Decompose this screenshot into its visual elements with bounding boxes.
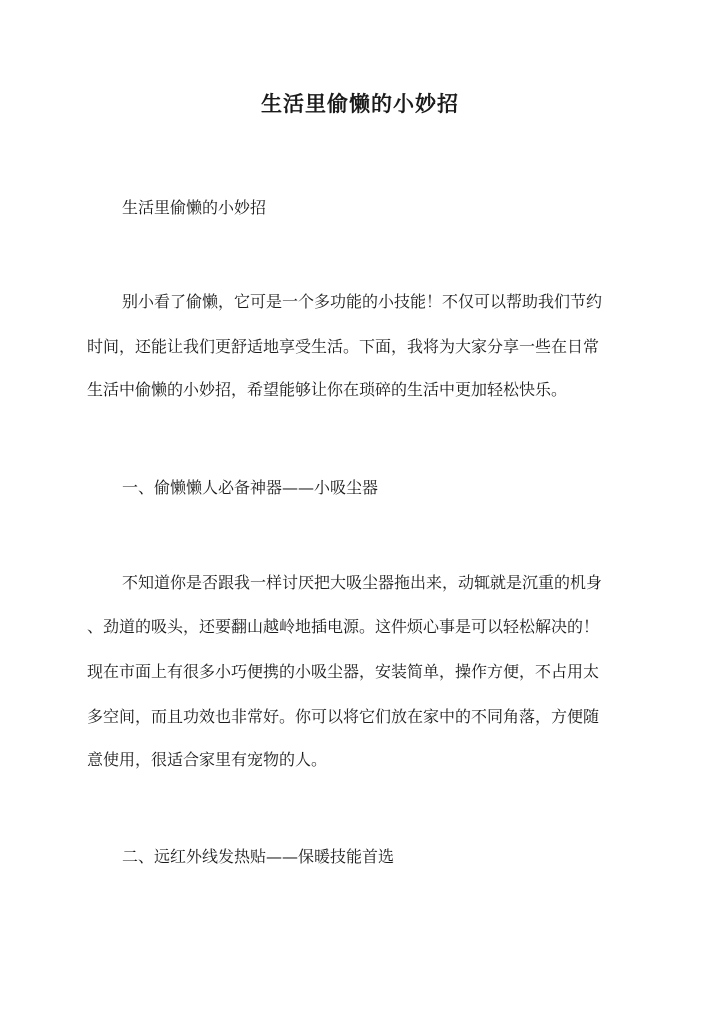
section-1-line-3: 现在市面上有很多小巧便携的小吸尘器，安装简单，操作方便，不占用太 — [87, 662, 600, 681]
section-1-heading: 一、偷懒懒人必备神器——小吸尘器 — [122, 478, 379, 497]
intro-line-3: 生活中偷懒的小妙招，希望能够让你在琐碎的生活中更加轻松快乐。 — [87, 380, 568, 399]
section-1-line-1: 不知道你是否跟我一样讨厌把大吸尘器拖出来，动辄就是沉重的机身 — [122, 573, 603, 592]
section-1-line-5: 意使用，很适合家里有宠物的人。 — [87, 750, 328, 769]
section-1-line-2: 、劲道的吸头，还要翻山越岭地插电源。这件烦心事是可以轻松解决的！ — [87, 617, 600, 636]
document-subtitle: 生活里偷懒的小妙招 — [122, 198, 267, 217]
intro-line-2: 时间，还能让我们更舒适地享受生活。下面，我将为大家分享一些在日常 — [87, 337, 600, 356]
intro-line-1: 别小看了偷懒，它可是一个多功能的小技能！不仅可以帮助我们节约 — [122, 292, 603, 311]
section-1-line-4: 多空间，而且功效也非常好。你可以将它们放在家中的不同角落，方便随 — [87, 707, 600, 726]
section-2-heading: 二、远红外线发热贴——保暖技能首选 — [122, 847, 395, 866]
document-title: 生活里偷懒的小妙招 — [261, 91, 459, 116]
